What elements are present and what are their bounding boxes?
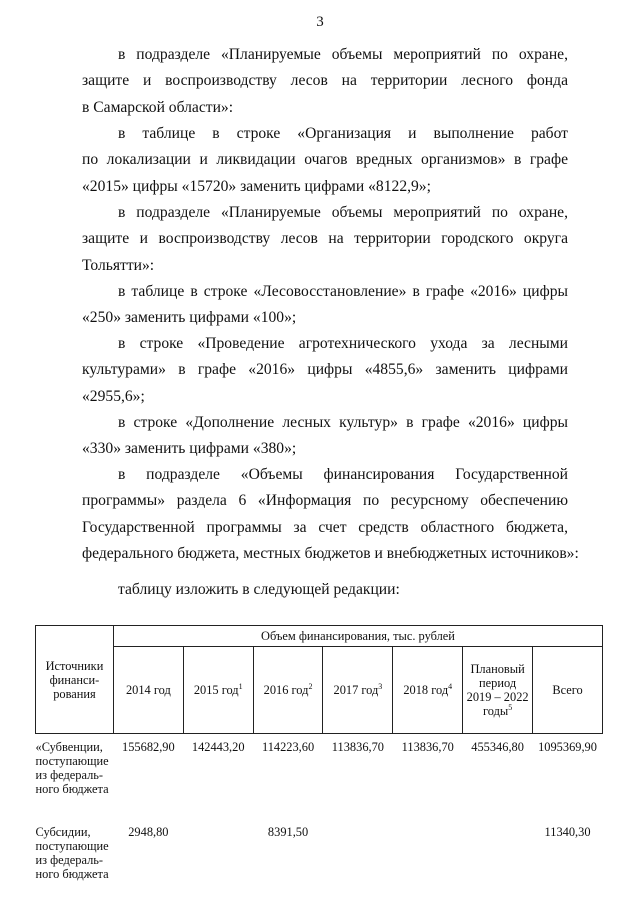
column-header: Плановый период 2019 – 2022 годы$^5$ (463, 647, 533, 734)
table-row (36, 734, 603, 802)
paragraph (82, 200, 568, 279)
value-cell: 142443,20 (191, 740, 245, 754)
column-header: 2017 год$^3$ (323, 647, 393, 734)
text-line: в строке «Дополнение лесных культур» в графе «2016» цифры (118, 414, 568, 431)
text-line: программы» раздела 6 «Информация по ресурсному обеспечению (82, 492, 568, 510)
value-cell: 155682,90 (122, 740, 175, 754)
group-header: Объем финансирования, тыс. рублей (113, 626, 602, 647)
paragraph (82, 577, 568, 603)
text-line: таблицу изложить в следующей редакции: (118, 581, 400, 598)
column-header: Всего (533, 647, 603, 734)
text-line: в подразделе «Объемы финансирования Государственной (118, 466, 568, 483)
value-cell (323, 801, 393, 886)
source-cell: Субсидии, поступающие из федераль-ного бюджета (35, 825, 109, 881)
value-cell: 114223,60 (261, 740, 315, 754)
value-cell: 1095369,90 (538, 740, 597, 754)
paragraph (82, 279, 568, 332)
paragraph (82, 410, 568, 463)
column-header: 2015 год$^1$ (183, 647, 253, 734)
text-line: «330» заменить цифрами «380»; (82, 440, 297, 458)
text-line: Тольятти»: (82, 256, 155, 274)
table-row (36, 801, 603, 886)
paragraph (82, 42, 568, 121)
footnote-mark: 2 (308, 681, 313, 691)
text-line: в строке «Проведение агротехнического ухода за лесными (118, 335, 568, 352)
text-line: федерального бюджета, местных бюджетов и внебюджетных источников»: (82, 545, 579, 563)
text-line: «2955,6»; (82, 387, 145, 405)
text-line: «250» заменить цифрами «100»; (82, 309, 297, 327)
page-number: 3 (316, 14, 324, 30)
source-cell: «Субвенции, поступающие из федераль-ного бюджета (35, 740, 109, 796)
text-line: по локализации и ликвидации очагов вредных организмов» в графе (82, 151, 568, 169)
financing-table (35, 625, 603, 886)
footnote-mark: 1 (238, 681, 243, 691)
text-line: «2015» цифры «15720» заменить цифрами «8122,9»; (82, 177, 431, 195)
paragraph (82, 331, 568, 410)
source-header: Источники финанси-рования (36, 626, 114, 734)
text-line: защите и воспроизводству лесов на территории городского округа (82, 230, 568, 248)
value-cell (393, 801, 463, 886)
column-header: 2016 год$^2$ (253, 647, 323, 734)
value-cell: 11340,30 (544, 825, 591, 839)
text-line: в подразделе «Планируемые объемы мероприятий по охране, (118, 46, 568, 63)
column-header: 2018 год$^4$ (393, 647, 463, 734)
footnote-mark: 4 (448, 681, 453, 691)
value-cell (183, 801, 253, 886)
column-header: 2014 год (113, 647, 183, 734)
text-line: культурами» в графе «2016» цифры «4855,6» заменить цифрами (82, 361, 568, 379)
paragraph (82, 462, 579, 568)
value-cell: 113836,70 (331, 740, 384, 754)
text-line: защите и воспроизводству лесов на территории лесного фонда (82, 72, 568, 90)
footnote-mark: 5 (508, 702, 513, 712)
value-cell (463, 801, 533, 886)
text-line: в таблице в строке «Лесовосстановление» в графе «2016» цифры (118, 283, 568, 300)
text-line: в подразделе «Планируемые объемы мероприятий по охране, (118, 204, 568, 221)
value-cell: 8391,50 (267, 825, 309, 839)
value-cell: 2948,80 (128, 825, 169, 839)
value-cell: 113836,70 (401, 740, 454, 754)
value-cell: 455346,80 (471, 740, 524, 754)
paragraph (82, 121, 568, 200)
text-line: в Самарской области»: (82, 98, 234, 116)
text-line: Государственной программы за счет средств областного бюджета, (82, 518, 568, 536)
text-line: в таблице в строке «Организация и выполнение работ (118, 125, 568, 142)
footnote-mark: 3 (378, 681, 383, 691)
